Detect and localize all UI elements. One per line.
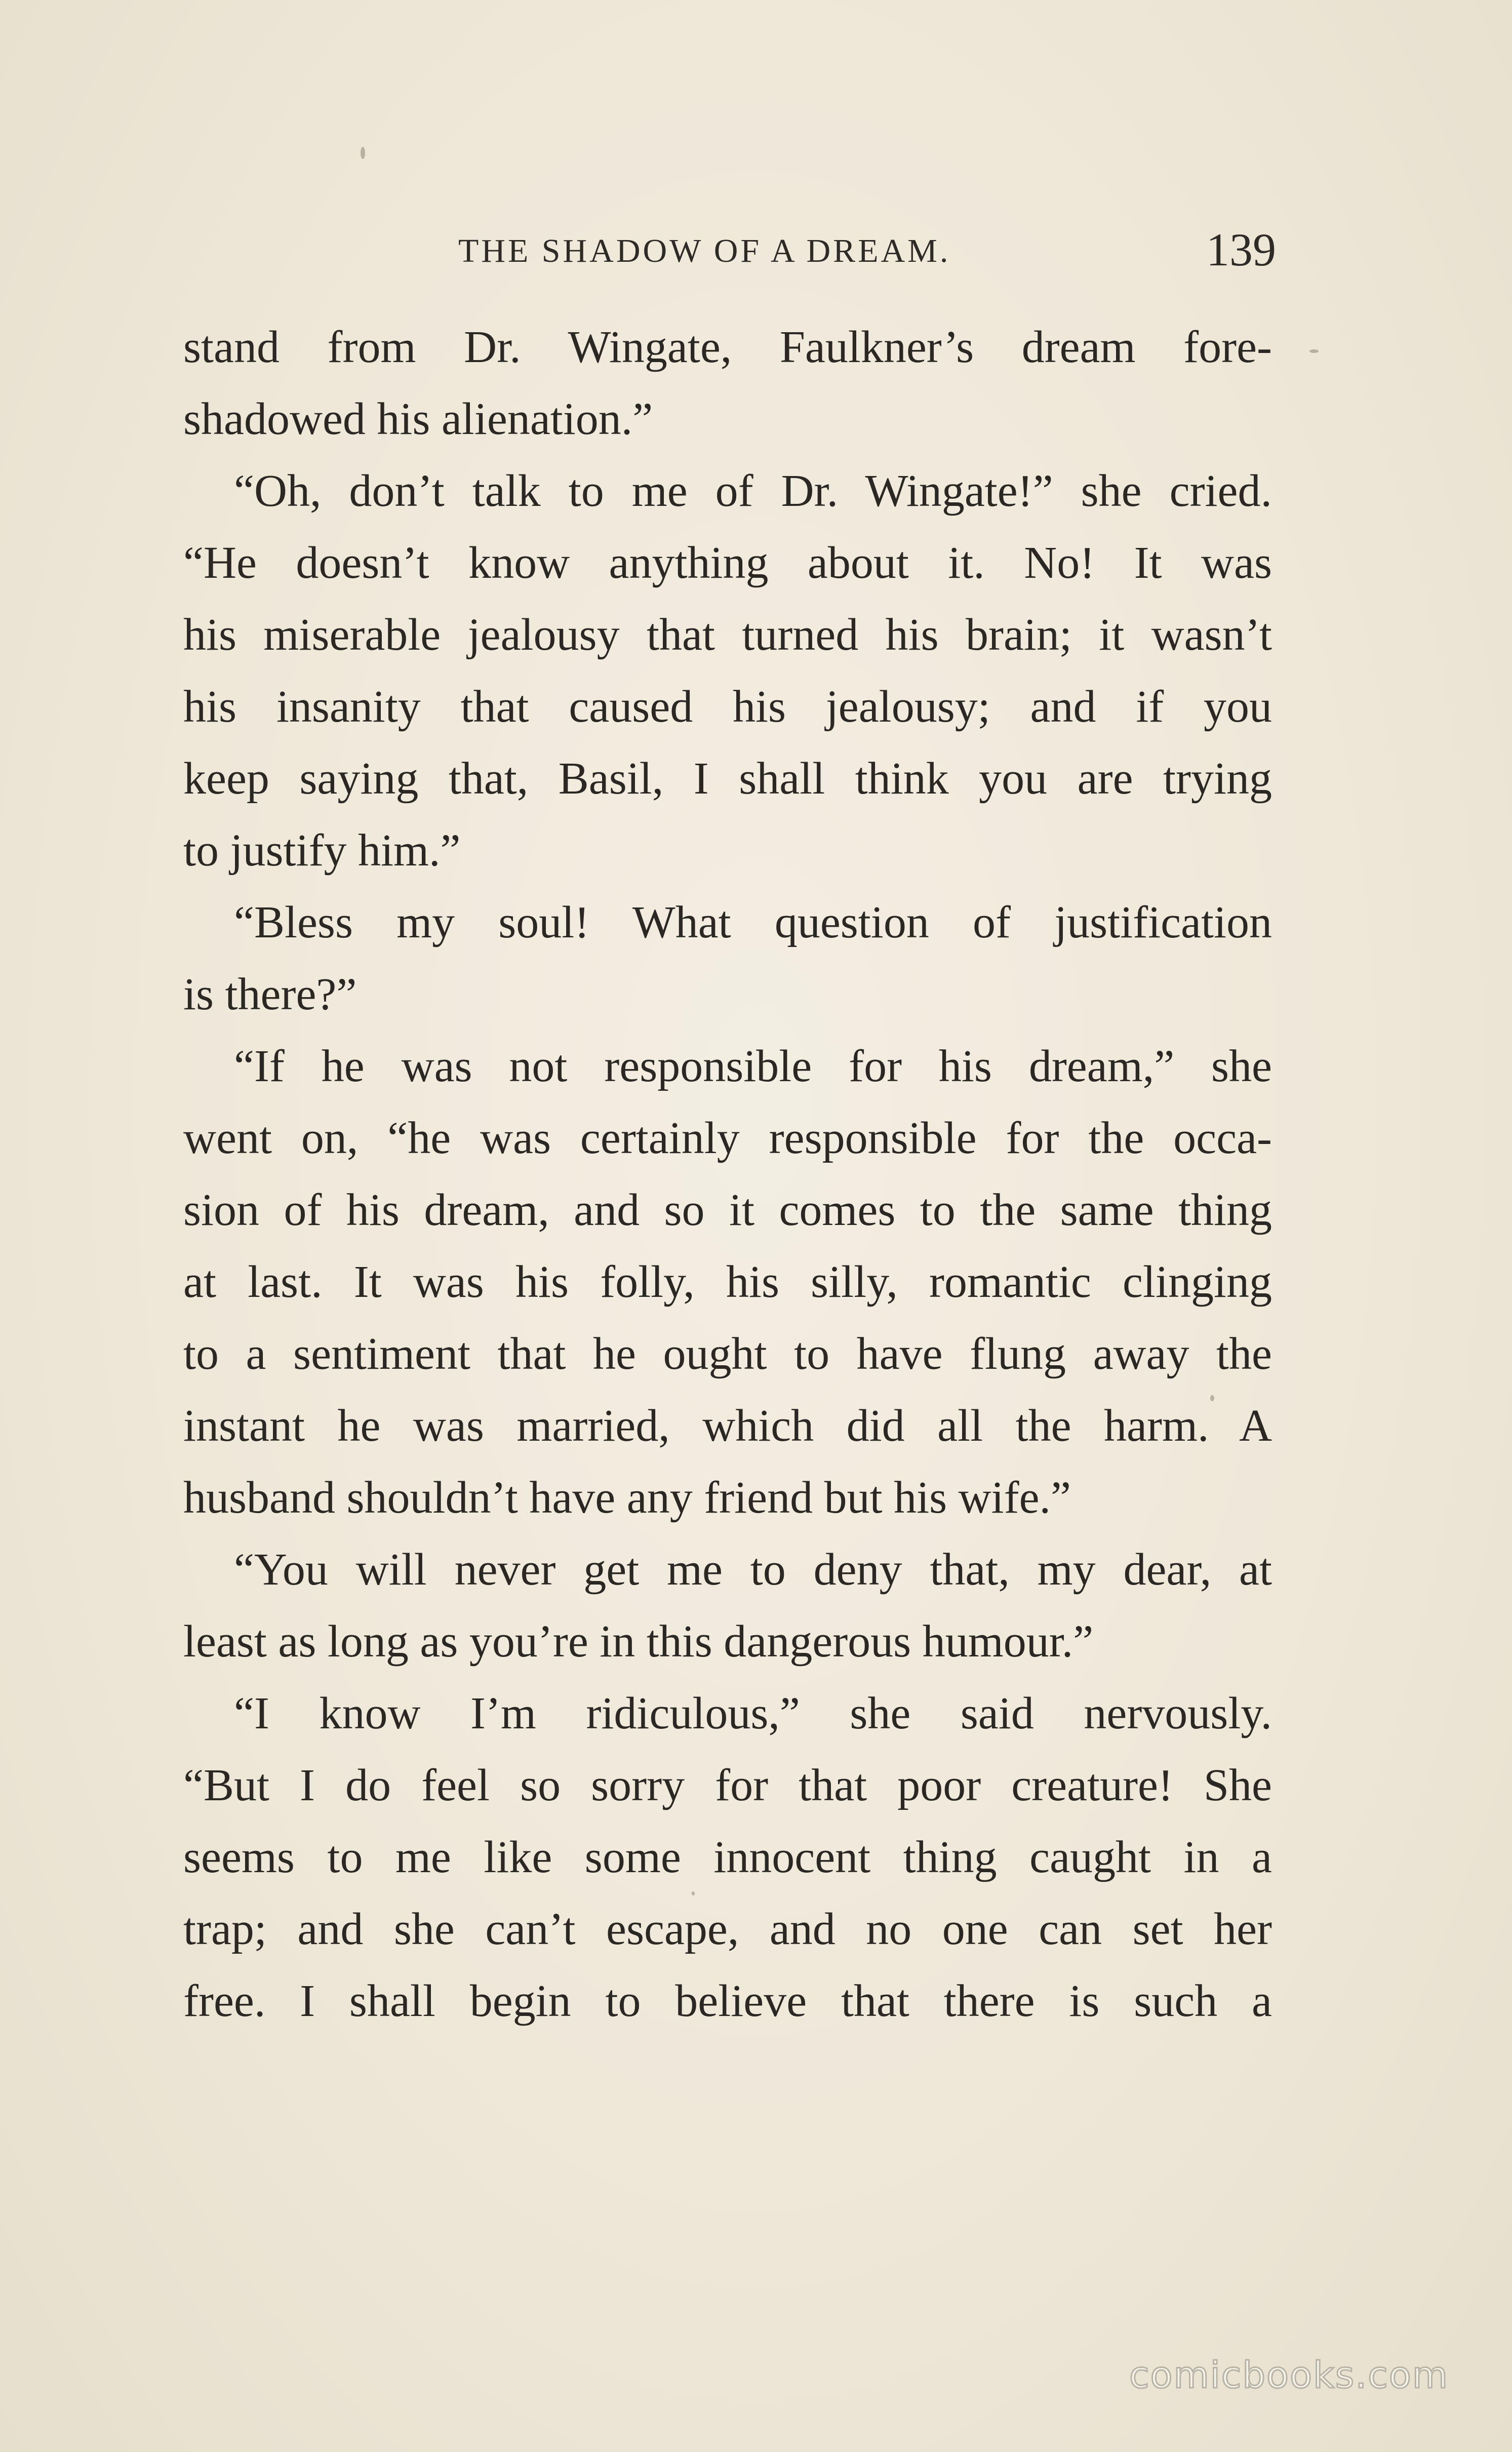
- paper-speck: [1309, 349, 1319, 353]
- text-line: went on, “he was certainly responsible for the occa-: [183, 1113, 1272, 1163]
- page-number: 139: [1206, 224, 1276, 275]
- text-line: “I know I’m ridiculous,” she said nervously.: [234, 1688, 1272, 1738]
- text-line: “You will never get me to deny that, my dear, at: [234, 1545, 1272, 1595]
- text-line: is there?”: [183, 969, 357, 1019]
- text-line: husband shouldn’t have any friend but his wife.”: [183, 1473, 1071, 1523]
- text-line: at last. It was his folly, his silly, romantic clinging: [183, 1257, 1272, 1307]
- text-line: stand from Dr. Wingate, Faulkner’s dream fore-: [183, 322, 1272, 372]
- text-line: shadowed his alienation.”: [183, 394, 653, 444]
- page-header: [182, 223, 1276, 284]
- text-line: sion of his dream, and so it comes to the same thing: [183, 1185, 1272, 1235]
- text-line: to a sentiment that he ought to have flung away the: [183, 1329, 1272, 1379]
- text-line: his insanity that caused his jealousy; and if you: [183, 682, 1272, 732]
- text-line: “But I do feel so sorry for that poor creature! She: [183, 1760, 1272, 1810]
- watermark-text: comicbooks.com: [1129, 2354, 1449, 2396]
- text-line: his miserable jealousy that turned his brain; it wasn’t: [183, 610, 1272, 660]
- text-line: “If he was not responsible for his dream,” she: [234, 1041, 1272, 1091]
- text-line: keep saying that, Basil, I shall think you are trying: [183, 754, 1272, 804]
- text-line: seems to me like some innocent thing caught in a: [183, 1832, 1272, 1882]
- text-line: to justify him.”: [183, 825, 461, 876]
- text-line: trap; and she can’t escape, and no one can set her: [183, 1904, 1272, 1954]
- paper-speck: [361, 147, 365, 159]
- text-line: least as long as you’re in this dangerous humour.”: [183, 1616, 1094, 1667]
- text-line: “Oh, don’t talk to me of Dr. Wingate!” she cried.: [234, 466, 1272, 516]
- text-line: instant he was married, which did all the harm. A: [183, 1401, 1272, 1451]
- body-text: [183, 311, 1272, 2037]
- text-line: free. I shall begin to believe that there is such a: [183, 1976, 1272, 2026]
- running-title: THE SHADOW OF A DREAM.: [458, 232, 951, 269]
- text-line: “Bless my soul! What question of justification: [234, 897, 1272, 947]
- text-line: “He doesn’t know anything about it. No! It was: [183, 538, 1272, 588]
